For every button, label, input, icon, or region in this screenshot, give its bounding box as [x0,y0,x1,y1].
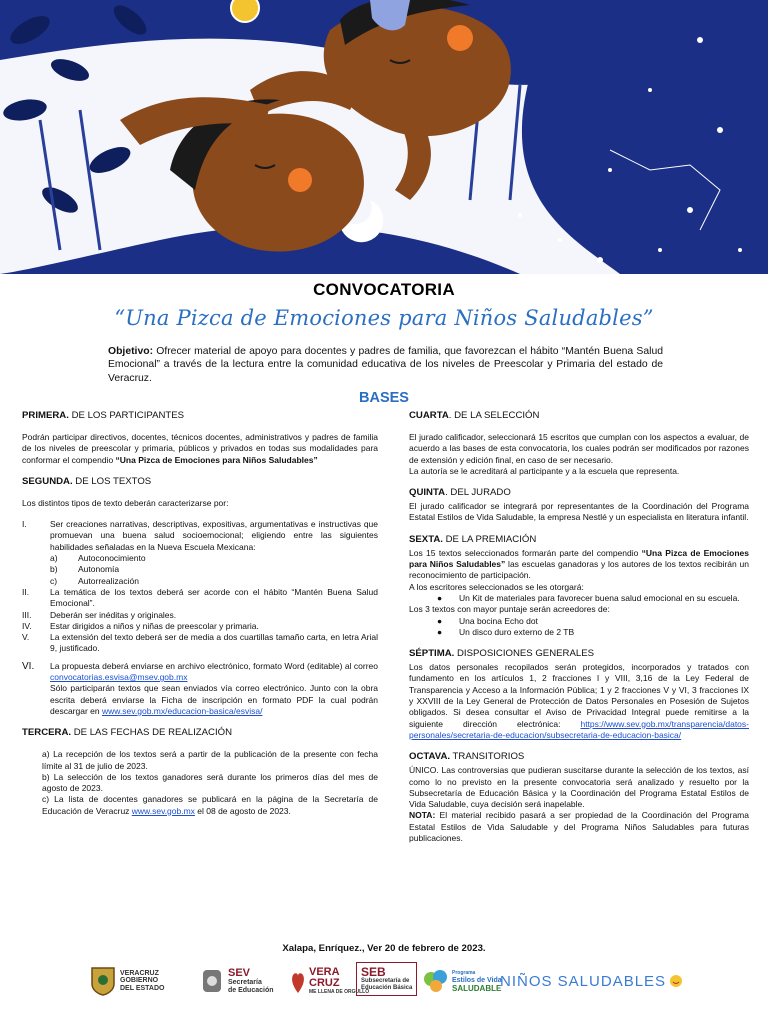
objective-paragraph [108,345,663,385]
section-septima-text: Los datos personales recopilados serán protegidos, incorporados y tratados con fundamento en los artículos 1, 2 fracciones I y VIII, 3,16 de la Ley Federal de Transparencia y Acceso a la Información Pública; 1 y 2 fracciones V y VI, 3 fracciones IX y XXVIII de la Ley General de Protección de Datos Personales en Posesión de Sujetos obligados. Si desea consultar el Aviso de Privacidad Integral puede remitirse a la siguiente dirección electrónica: https://www.sev.gob.mx/transparencia/datos-personales/secretaria-de-educacion/subsecretaria-de-educacion-basica/ [409,662,749,740]
tercera-item-a: a) La recepción de los textos será a partir de la publicación de la presente con fecha límite al 31 de julio de 2023. [42,749,378,771]
title-block [0,280,768,330]
heart-icon [290,967,306,995]
list-item: V. La extensión del texto deberá ser de media a dos cuartillas tamaño carta, en letra Arial 9, justificado. [22,632,378,654]
skill-item: a) Autoconocimiento [50,553,146,564]
skill-item: b) Autonomía [50,564,120,575]
page-title: CONVOCATORIA [313,280,455,299]
banner-illustration [0,0,768,274]
section-sexta-text4: Los 3 textos con mayor puntaje serán acreedores de: [409,604,610,615]
list-item: II. La temática de los textos deberá ser acorde con el hábito “Mantén Buena Salud Emocional”. [22,586,378,609]
objective-text: Ofrecer material de apoyo para docentes y padres de familia, que favorezcan el hábito “Mantén Buena Salud Emocional” a través de la lectura entre la comunidad educativa de los niveles de Preescolar y Primaria del estado de Veracruz. [108,346,663,384]
list-item: I. Ser creaciones narrativas, descriptivas, expositivas, argumentativas e instructivas que promuevan una buena salud socioemocional; eligiendo entre las siguientes habilidades señaladas en la Nueva Escuela Mexicana: [22,519,378,552]
sev-emblem-icon [200,967,224,995]
section-sexta-heading: SEXTA. DE LA PREMIACIÓN [409,533,537,545]
tercera-item-c: c) La lista de docentes ganadores se publicará en la página de la Secretaría de Educación de Veracruz www.sev.gob.mx el 08 de agosto de 2023. [42,794,378,816]
prize-item: ● Un Kit de materiales para favorecer buena salud emocional en su escuela. [437,592,740,603]
right-column [409,410,749,844]
list-item: VI. La propuesta deberá enviarse en archivo electrónico, formato Word (editable) al correo convocatorias.esvisa@msev.gob.mx Sólo participarán textos que sean enviados vía correo electrónico. Junto con la obra escrita deberá enviarse la Ficha de inscripción en formato PDF la cual podrán descargar en www.sev.gob.mx/educacion-basica/esvisa/ [22,660,378,716]
section-cuarta-text: El jurado calificador, seleccionará 15 escritos que cumplan con los aspectos a evaluar, de acuerdo a las bases de esta convocatoria, los cuales podrán ser modificados por razones de extensión y edición final, en caso de ser necesario. [409,432,749,465]
sev-logo: SEV Secretaría de Educación [200,962,274,1000]
place-and-date: Xalapa, Enríquez., Ver 20 de febrero de 2023. [282,943,486,954]
registration-form-link[interactable]: www.sev.gob.mx/educacion-basica/esvisa/ [101,705,263,716]
smile-icon [669,974,683,988]
logo-strip [0,962,768,1002]
section-segunda-intro: Los distintos tipos de texto deberán caracterizarse por: [22,497,229,508]
left-column [22,410,378,817]
estilos-vida-logo: Programa Estilos de Vida SALUDABLE [422,962,502,1000]
section-septima-heading: SÉPTIMA. DISPOSICIONES GENERALES [409,648,594,660]
banner-illustration-svg [0,0,768,274]
submission-email-link[interactable]: convocatorias.esvisa@msev.gob.mx [50,672,188,683]
veracruz-shield-icon [90,966,116,996]
section-segunda-heading: SEGUNDA. DE LOS TEXTOS [22,475,152,487]
privacy-notice-link[interactable]: https://www.sev.gob.mx/transparencia/datos-personales/secretaria-de-educacion/subsecretaria-de-educacion-basica/ [409,718,749,740]
section-sexta-text: Los 15 textos seleccionados formarán parte del compendio “Una Pizca de Emociones para Niños Saludables” las escuelas ganadoras y los autores de los textos recibirán un reconocimiento de participación. [409,547,749,581]
list-item: III. Deberán ser inéditas y originales. [22,609,177,620]
section-primera-text: Podrán participar directivos, docentes, técnicos docentes, administrativos y padres de familia de los niveles de preescolar y primaria, públicos y privados en todas sus modalidades para conformar el compendio “Una Pizca de Emociones para Niños Saludables” [22,432,378,465]
veracruz-government-logo: VERACRUZ GOBIERNO DEL ESTADO [90,962,164,1000]
prize-item: ● Una bocina Echo dot [437,615,538,626]
seb-logo: SEB Subsecretaría de Educación Básica [356,962,417,996]
section-octava-heading: OCTAVA. TRANSITORIOS [409,751,525,763]
ninos-saludables-logo: NIÑOS SALUDABLES [500,962,683,1000]
section-cuarta-text2: La autoría se le acreditará al participante y a la escuela que representa. [409,465,680,476]
objective-label: Objetivo: [108,346,154,357]
leaves-icon [422,967,450,995]
bases-heading: BASES [359,390,409,406]
section-primera-heading: PRIMERA. DE LOS PARTICIPANTES [22,410,185,421]
veracruz-orgullo-logo: VERA CRUZ ME LLENA DE ORGULLO [290,962,369,1000]
sev-website-link[interactable]: www.sev.gob.mx [131,805,195,816]
tercera-item-b: b) La selección de los textos ganadores será durante los primeros días del mes de agosto de 2023. [42,771,378,794]
section-cuarta-heading: CUARTA. DE LA SELECCIÓN [409,410,540,421]
note-paragraph: NOTA: El material recibido pasará a ser propiedad de la Coordinación del Programa Estatal Estilos de Vida Saludable y del Programa Niños Saludables para futuras publicaciones. [409,810,749,844]
section-quinta-heading: QUINTA. DEL JURADO [409,487,511,499]
section-quinta-text: El jurado calificador se integrará por representantes de la Coordinación del Programa Estatal Estilos de Vida Saludable, la empresa Nestlé y un especialista en literatura infantil. [409,501,749,523]
contest-name: “Una Pizca de Emociones para Niños Saludables” [114,306,654,330]
sun [231,0,259,22]
section-tercera-heading: TERCERA. DE LAS FECHAS DE REALIZACIÓN [22,727,233,739]
list-item: IV. Estar dirigidos a niños y niñas de preescolar y primaria. [22,620,259,631]
section-octava-text: ÚNICO. Las controversias que pudieran suscitarse durante la selección de los textos, así como lo no previsto en la presente convocatoria será analizado y resuelto por la Subsecretaría de Educación Básica y la Coordinación del Programa Estatal Estilos de Vida Saludable, cuya decisión será inapelable. [409,765,749,810]
skill-item: c) Autorrealización [50,575,139,586]
prize-item: ● Un disco duro externo de 2 TB [437,626,575,637]
section-sexta-text3: A los escritores seleccionados se les otorgará: [409,581,584,592]
